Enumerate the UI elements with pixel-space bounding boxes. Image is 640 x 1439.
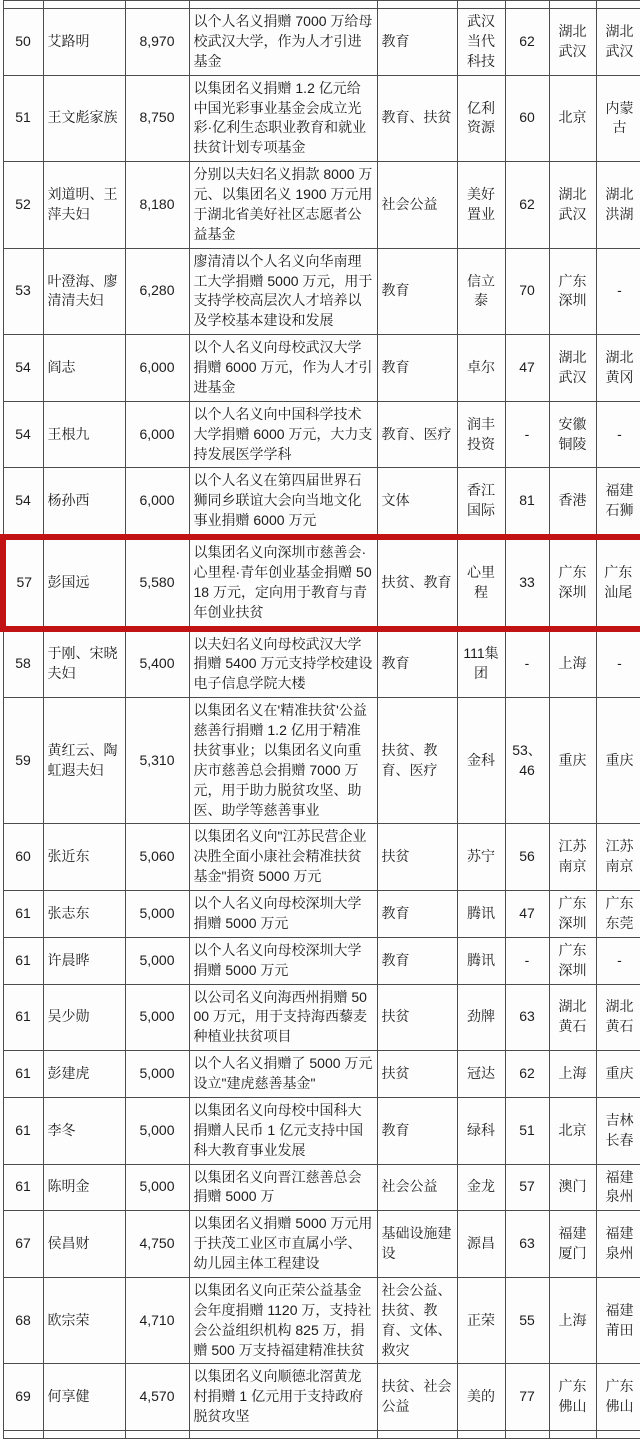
- cell-amount: 5,580: [125, 537, 189, 629]
- cell-rank: 54: [3, 401, 43, 468]
- cell-age: 33: [505, 537, 549, 629]
- cell-rank: 61: [3, 1164, 43, 1211]
- cell-location-1: 安徽铜陵: [549, 401, 596, 468]
- cell-location-2: 湖北洪湖: [596, 162, 640, 249]
- cell-name: 艾路明: [43, 9, 125, 76]
- cell-location-2: 福建莆田: [596, 1277, 640, 1364]
- cell-location-2: 重庆: [596, 1051, 640, 1098]
- cell-category: 文体: [377, 468, 457, 537]
- table-row: [3, 1211, 640, 1278]
- cell-description: 以集团名义向深圳市慈善会·心里程·青年创业基金捐赠 5018 万元，定向用于教育与青年创业扶贫: [189, 537, 377, 629]
- partial-cell: [43, 1431, 125, 1439]
- cell-amount: 4,570: [125, 1364, 189, 1431]
- cell-company: 源昌: [457, 1211, 505, 1278]
- cell-rank: 50: [3, 9, 43, 76]
- cell-company: 苏宁: [457, 824, 505, 891]
- cell-amount: 4,750: [125, 1211, 189, 1278]
- cell-name: 欧宗荣: [43, 1277, 125, 1364]
- cell-category: 社会公益: [377, 1164, 457, 1211]
- cell-location-1: 湖北武汉: [549, 9, 596, 76]
- partial-row-top: [3, 1, 640, 9]
- partial-cell: [457, 1431, 505, 1439]
- cell-description: 廖清清以个人名义向华南理工大学捐赠 5000 万元，用于支持学校高层次人才培养以及学校基本建设和发展: [189, 248, 377, 335]
- cell-rank: 67: [3, 1211, 43, 1278]
- table-row: [3, 162, 640, 249]
- cell-age: -: [505, 401, 549, 468]
- cell-age: -: [505, 629, 549, 698]
- partial-cell: [377, 1, 457, 9]
- table-row: [3, 698, 640, 824]
- table-row: [3, 248, 640, 335]
- cell-description: 以公司名义向海西州捐赠 5000 万元，用于支持海西藜麦种植业扶贫项目: [189, 984, 377, 1051]
- cell-age: 56: [505, 824, 549, 891]
- cell-rank: 51: [3, 75, 43, 162]
- table-row: [3, 1051, 640, 1098]
- cell-location-1: 北京: [549, 75, 596, 162]
- cell-location-2: -: [596, 937, 640, 984]
- cell-company: 美的: [457, 1364, 505, 1431]
- cell-location-2: 福建石狮: [596, 468, 640, 537]
- cell-company: 美好置业: [457, 162, 505, 249]
- cell-name: 于刚、宋晓夫妇: [43, 629, 125, 698]
- cell-description: 以个人名义捐赠 7000 万给母校武汉大学，作为人才引进基金: [189, 9, 377, 76]
- table-row: [3, 1277, 640, 1364]
- cell-description: 以集团名义向母校中国科大捐赠人民币 1 亿元支持中国科大教育事业发展: [189, 1097, 377, 1164]
- table-row: [3, 824, 640, 891]
- cell-description: 以个人名义向母校深圳大学捐赠 5000 万元: [189, 891, 377, 938]
- cell-location-1: 香港: [549, 468, 596, 537]
- cell-category: 基础设施建设: [377, 1211, 457, 1278]
- cell-description: 以集团名义捐赠 1.2 亿元给中国光彩事业基金会成立光彩·亿利生态职业教育和就业扶贫计划专项基金: [189, 75, 377, 162]
- cell-location-1: 上海: [549, 1051, 596, 1098]
- cell-amount: 5,400: [125, 629, 189, 698]
- cell-location-2: 吉林长春: [596, 1097, 640, 1164]
- table-row: [3, 629, 640, 698]
- cell-company: 腾讯: [457, 891, 505, 938]
- cell-rank: 54: [3, 335, 43, 402]
- cell-location-1: 澳门: [549, 1164, 596, 1211]
- cell-age: 51: [505, 1097, 549, 1164]
- cell-company: 卓尔: [457, 335, 505, 402]
- cell-description: 以集团名义在'精准扶贫'公益慈善行捐赠 1.2 亿用于精准扶贫事业；以集团名义向重庆市慈善总会捐赠 7000 万元，用于助力脱贫攻坚、助医、助学等慈善事业: [189, 698, 377, 824]
- partial-cell: [125, 1431, 189, 1439]
- cell-location-1: 上海: [549, 1277, 596, 1364]
- cell-location-1: 湖北武汉: [549, 335, 596, 402]
- partial-cell: [549, 1431, 596, 1439]
- cell-rank: 52: [3, 162, 43, 249]
- cell-name: 彭建虎: [43, 1051, 125, 1098]
- cell-company: 金龙: [457, 1164, 505, 1211]
- cell-amount: 8,180: [125, 162, 189, 249]
- cell-age: 47: [505, 891, 549, 938]
- cell-rank: 69: [3, 1364, 43, 1431]
- cell-rank: 60: [3, 824, 43, 891]
- cell-location-2: 福建泉州: [596, 1211, 640, 1278]
- cell-age: 53、46: [505, 698, 549, 824]
- partial-cell: [189, 1, 377, 9]
- cell-age: 77: [505, 1364, 549, 1431]
- table-body: [3, 1, 640, 1439]
- cell-location-1: 广东深圳: [549, 891, 596, 938]
- cell-age: 55: [505, 1277, 549, 1364]
- table-row: [3, 401, 640, 468]
- cell-location-1: 湖北黄石: [549, 984, 596, 1051]
- cell-location-2: -: [596, 248, 640, 335]
- cell-description: 以个人名义捐赠了 5000 万元设立"建虎慈善基金": [189, 1051, 377, 1098]
- partial-cell: [3, 1, 43, 9]
- cell-category: 社会公益: [377, 162, 457, 249]
- cell-location-2: -: [596, 401, 640, 468]
- cell-category: 教育、扶贫: [377, 75, 457, 162]
- cell-name: 彭国远: [43, 537, 125, 629]
- cell-amount: 6,000: [125, 401, 189, 468]
- cell-name: 叶澄海、廖清清夫妇: [43, 248, 125, 335]
- cell-description: 以集团名义向晋江慈善总会捐赠 5000 万: [189, 1164, 377, 1211]
- table-row: [3, 75, 640, 162]
- cell-company: 绿科: [457, 1097, 505, 1164]
- cell-rank: 61: [3, 984, 43, 1051]
- cell-name: 陈明金: [43, 1164, 125, 1211]
- cell-age: 62: [505, 162, 549, 249]
- cell-rank: 61: [3, 891, 43, 938]
- partial-cell: [3, 1431, 43, 1439]
- table-row: [3, 937, 640, 984]
- cell-category: 教育: [377, 335, 457, 402]
- cell-category: 教育、医疗: [377, 401, 457, 468]
- cell-category: 社会公益、扶贫、教育、文体、救灾: [377, 1277, 457, 1364]
- cell-category: 教育: [377, 1097, 457, 1164]
- cell-company: 香江国际: [457, 468, 505, 537]
- partial-cell: [125, 1, 189, 9]
- cell-company: 亿利资源: [457, 75, 505, 162]
- cell-name: 张近东: [43, 824, 125, 891]
- cell-location-2: 广东佛山: [596, 1364, 640, 1431]
- cell-category: 扶贫: [377, 984, 457, 1051]
- cell-location-2: 湖北武汉: [596, 9, 640, 76]
- cell-location-2: 内蒙古: [596, 75, 640, 162]
- cell-company: 正荣: [457, 1277, 505, 1364]
- cell-category: 教育: [377, 937, 457, 984]
- cell-age: 60: [505, 75, 549, 162]
- cell-name: 黄红云、陶虹遐夫妇: [43, 698, 125, 824]
- partial-row-bottom: [3, 1431, 640, 1439]
- cell-age: 62: [505, 1051, 549, 1098]
- cell-description: 以集团名义向正荣公益基金会年度捐赠 1120 万，支持社会公益组织机构 825 万，捐赠 500 万支持福建精准扶贫: [189, 1277, 377, 1364]
- cell-name: 李冬: [43, 1097, 125, 1164]
- table-row: [3, 335, 640, 402]
- cell-description: 以集团名义向顺德北滘黄龙村捐赠 1 亿元用于支持政府脱贫攻坚: [189, 1364, 377, 1431]
- cell-company: 心里程: [457, 537, 505, 629]
- cell-category: 教育: [377, 629, 457, 698]
- cell-name: 侯昌财: [43, 1211, 125, 1278]
- partial-cell: [549, 1, 596, 9]
- cell-name: 张志东: [43, 891, 125, 938]
- cell-amount: 6,000: [125, 468, 189, 537]
- cell-name: 许晨晔: [43, 937, 125, 984]
- cell-company: 金科: [457, 698, 505, 824]
- table-row: [3, 1364, 640, 1431]
- table-row: [3, 891, 640, 938]
- partial-cell: [596, 1431, 640, 1439]
- table-row-highlighted: [3, 537, 640, 629]
- cell-rank: 61: [3, 1051, 43, 1098]
- cell-location-1: 江苏南京: [549, 824, 596, 891]
- cell-age: 81: [505, 468, 549, 537]
- cell-rank: 58: [3, 629, 43, 698]
- cell-amount: 5,000: [125, 984, 189, 1051]
- cell-amount: 5,000: [125, 1097, 189, 1164]
- cell-location-2: 重庆: [596, 698, 640, 824]
- cell-age: 57: [505, 1164, 549, 1211]
- cell-rank: 54: [3, 468, 43, 537]
- cell-location-2: 广东东莞: [596, 891, 640, 938]
- cell-category: 扶贫、教育: [377, 537, 457, 629]
- cell-amount: 6,280: [125, 248, 189, 335]
- partial-cell: [189, 1431, 377, 1439]
- cell-company: 腾讯: [457, 937, 505, 984]
- cell-description: 以夫妇名义向母校武汉大学捐赠 5400 万元支持学校建设电子信息学院大楼: [189, 629, 377, 698]
- cell-name: 王根九: [43, 401, 125, 468]
- cell-company: 冠达: [457, 1051, 505, 1098]
- table-row: [3, 984, 640, 1051]
- partial-cell: [377, 1431, 457, 1439]
- cell-location-1: 湖北武汉: [549, 162, 596, 249]
- cell-location-2: 湖北黄石: [596, 984, 640, 1051]
- table-row: [3, 1164, 640, 1211]
- cell-name: 刘道明、王萍夫妇: [43, 162, 125, 249]
- cell-location-1: 广东深圳: [549, 537, 596, 629]
- table-row: [3, 9, 640, 76]
- cell-company: 111集团: [457, 629, 505, 698]
- table-row: [3, 468, 640, 537]
- cell-location-1: 福建厦门: [549, 1211, 596, 1278]
- cell-age: 63: [505, 984, 549, 1051]
- cell-rank: 68: [3, 1277, 43, 1364]
- cell-amount: 5,000: [125, 1164, 189, 1211]
- cell-company: 信立泰: [457, 248, 505, 335]
- cell-name: 吴少勋: [43, 984, 125, 1051]
- partial-cell: [505, 1, 549, 9]
- cell-company: 武汉当代科技: [457, 9, 505, 76]
- cell-rank: 59: [3, 698, 43, 824]
- cell-amount: 8,750: [125, 75, 189, 162]
- cell-name: 阎志: [43, 335, 125, 402]
- cell-name: 何享健: [43, 1364, 125, 1431]
- cell-amount: 5,060: [125, 824, 189, 891]
- cell-description: 以个人名义向母校深圳大学捐赠 5000 万元: [189, 937, 377, 984]
- cell-category: 教育: [377, 891, 457, 938]
- cell-description: 以个人名义向中国科学技术大学捐赠 6000 万元，大力支持发展医学学科: [189, 401, 377, 468]
- cell-amount: 5,000: [125, 891, 189, 938]
- table-row: [3, 1097, 640, 1164]
- cell-description: 分别以夫妇名义捐款 8000 万元、以集团名义 1900 万元用于湖北省美好社区志愿者公益基金: [189, 162, 377, 249]
- cell-company: 劲牌: [457, 984, 505, 1051]
- partial-cell: [457, 1, 505, 9]
- cell-name: 杨孙西: [43, 468, 125, 537]
- cell-category: 扶贫、教育、医疗: [377, 698, 457, 824]
- cell-category: 教育: [377, 9, 457, 76]
- cell-rank: 61: [3, 937, 43, 984]
- cell-rank: 53: [3, 248, 43, 335]
- cell-age: -: [505, 937, 549, 984]
- cell-category: 扶贫、社会公益: [377, 1364, 457, 1431]
- partial-cell: [596, 1, 640, 9]
- cell-location-1: 北京: [549, 1097, 596, 1164]
- cell-amount: 4,710: [125, 1277, 189, 1364]
- cell-age: 70: [505, 248, 549, 335]
- cell-location-2: -: [596, 629, 640, 698]
- cell-amount: 5,310: [125, 698, 189, 824]
- cell-name: 王文彪家族: [43, 75, 125, 162]
- cell-rank: 61: [3, 1097, 43, 1164]
- cell-description: 以个人名义在第四届世界石狮同乡联谊大会向当地文化事业捐赠 6000 万元: [189, 468, 377, 537]
- cell-age: 47: [505, 335, 549, 402]
- cell-amount: 8,970: [125, 9, 189, 76]
- cell-location-2: 广东汕尾: [596, 537, 640, 629]
- cell-location-1: 广东佛山: [549, 1364, 596, 1431]
- cell-location-1: 广东深圳: [549, 937, 596, 984]
- cell-category: 教育: [377, 248, 457, 335]
- cell-location-2: 福建泉州: [596, 1164, 640, 1211]
- cell-company: 润丰投资: [457, 401, 505, 468]
- cell-age: 63: [505, 1211, 549, 1278]
- cell-category: 扶贫: [377, 824, 457, 891]
- cell-description: 以集团名义捐赠 5000 万元用于扶茂工业区市直属小学、幼儿园主体工程建设: [189, 1211, 377, 1278]
- cell-description: 以个人名义向母校武汉大学捐赠 6000 万元，作为人才引进基金: [189, 335, 377, 402]
- partial-cell: [505, 1431, 549, 1439]
- cell-amount: 5,000: [125, 937, 189, 984]
- cell-location-2: 江苏南京: [596, 824, 640, 891]
- cell-category: 扶贫: [377, 1051, 457, 1098]
- cell-age: 62: [505, 9, 549, 76]
- cell-location-1: 上海: [549, 629, 596, 698]
- cell-location-2: 湖北黄冈: [596, 335, 640, 402]
- cell-amount: 5,000: [125, 1051, 189, 1098]
- cell-description: 以集团名义向"江苏民营企业决胜全面小康社会精准扶贫基金"捐资 5000 万元: [189, 824, 377, 891]
- cell-location-1: 广东深圳: [549, 248, 596, 335]
- cell-amount: 6,000: [125, 335, 189, 402]
- partial-cell: [43, 1, 125, 9]
- cell-location-1: 重庆: [549, 698, 596, 824]
- cell-rank: 57: [3, 537, 43, 629]
